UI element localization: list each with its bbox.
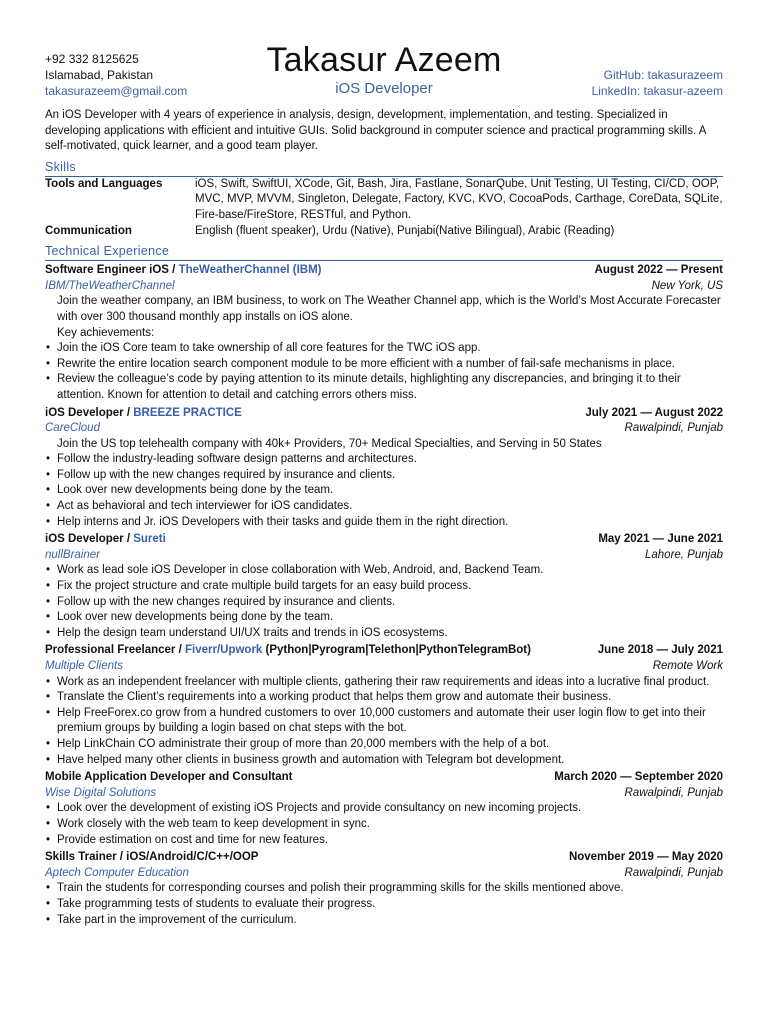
summary: An iOS Developer with 4 years of experience in analysis, design, development, implementation, and testing. Specialized in developing applications with efficient and intuitive GUIs. Solid background in computer science and practical programming skills. A self-motivated, quick learner, and a good team player. <box>45 109 706 153</box>
job-bullet: • Help the design team understand UI/UX traits and trends in iOS ecosystems. <box>45 626 723 642</box>
job-title-suffix: (Python|Pyrogram|Telethon|PythonTelegramBot) <box>262 644 531 657</box>
job-bullet: • Act as behavioral and tech interviewer for iOS candidates. <box>45 499 723 515</box>
company-link[interactable]: Fiverr/Upwork <box>185 644 263 657</box>
skills-list <box>45 177 723 239</box>
job-location: Rawalpindi, Punjab <box>624 786 723 799</box>
job-bullet: • Look over the development of existing iOS Projects and provide consultancy on new incoming projects. <box>45 801 723 817</box>
job-location: Remote Work <box>652 660 723 672</box>
job-entry <box>45 643 723 768</box>
job-organization: CareCloud <box>45 422 100 435</box>
email-link[interactable]: takasurazeem@gmail.com <box>45 84 188 98</box>
job-bullet-list <box>45 881 723 928</box>
job-bullet: • Fix the project structure and crate multiple build targets for an easy build process. <box>45 579 723 595</box>
job-header-row <box>45 643 723 659</box>
job-bullet: • Join the iOS Core team to take ownership of all core features for the TWC iOS app. <box>45 341 723 357</box>
job-bullet: • Help interns and Jr. iOS Developers with their tasks and guide them in the right direction. <box>45 515 723 531</box>
github-link[interactable]: GitHub: takasurazeem <box>603 68 723 82</box>
job-bullet: • Follow up with the new changes required by insurance and clients. <box>45 468 723 484</box>
job-location: Rawalpindi, Punjab <box>624 422 723 435</box>
candidate-role: iOS Developer <box>335 80 433 97</box>
phone-number: +92 332 8125625 <box>45 52 139 66</box>
job-organization: nullBrainer <box>45 548 100 561</box>
experience-list <box>45 263 723 928</box>
job-location: New York, US <box>651 279 723 292</box>
skill-values: English (fluent speaker), Urdu (Native), Punjabi(Native Bilingual), Arabic (Reading) <box>195 224 615 237</box>
job-title-line <box>45 770 292 786</box>
job-bullet-list <box>45 452 723 530</box>
skill-category: Tools and Languages <box>45 177 163 190</box>
job-header-row <box>45 406 723 422</box>
skill-row <box>45 177 723 224</box>
job-bullet: • Provide estimation on cost and time for new features. <box>45 833 723 849</box>
job-bullet: • Work as an independent freelancer with multiple clients, gathering their raw requirements and ideas into a lucrative final product. <box>45 675 723 691</box>
skill-row <box>45 224 723 240</box>
section-heading-skills: Skills <box>45 159 723 177</box>
job-bullet: • Follow up with the new changes required by insurance and clients. <box>45 595 723 611</box>
job-entry <box>45 850 723 928</box>
job-title: Software Engineer iOS <box>45 264 169 277</box>
job-org-row <box>45 866 723 882</box>
job-org-row <box>45 548 723 564</box>
job-bullet: • Help FreeForex.co grow from a hundred customers to over 10,000 customers and automate their user login flow to get into their premium groups by building a login based on chat steps with the bot. <box>45 706 723 737</box>
job-title-separator: / <box>123 533 134 546</box>
job-header-row <box>45 770 723 786</box>
job-bullet: • Help LinkChain CO administrate their group of more than 20,000 members with the help of a bot. <box>45 737 723 753</box>
job-organization: Wise Digital Solutions <box>45 786 157 799</box>
job-bullet: • Look over new developments being done by the team. <box>45 483 723 499</box>
job-bullet: • Take programming tests of students to evaluate their progress. <box>45 897 723 913</box>
job-bullet: • Take part in the improvement of the curriculum. <box>45 913 723 929</box>
job-location: Lahore, Punjab <box>644 548 723 561</box>
candidate-name: Takasur Azeem <box>266 41 502 79</box>
job-bullet-list <box>45 801 723 848</box>
job-entry <box>45 532 723 641</box>
job-organization: Aptech Computer Education <box>45 866 189 879</box>
job-dates: March 2020 — September 2020 <box>554 771 723 784</box>
job-bullet: • Rewrite the entire location search component module to be more efficient with a number of fail-safe mechanisms in place. <box>45 357 723 373</box>
job-entry <box>45 770 723 848</box>
job-dates: May 2021 — June 2021 <box>598 533 723 546</box>
job-title-separator: / <box>168 264 179 277</box>
job-bullet-list <box>45 675 723 769</box>
job-title-line <box>45 850 258 866</box>
linkedin-link[interactable]: LinkedIn: takasur-azeem <box>591 84 723 98</box>
job-entry <box>45 406 723 531</box>
job-title-line <box>45 643 531 659</box>
job-organization: Multiple Clients <box>45 660 123 672</box>
job-description: Join the US top telehealth company with 40k+ Providers, 70+ Medical Specialties, and Serving in 50 States <box>57 437 602 450</box>
skill-category: Communication <box>45 224 132 237</box>
job-header-row <box>45 850 723 866</box>
resume-header <box>0 0 768 102</box>
job-title-separator: / <box>123 406 134 419</box>
job-description: Key achievements: <box>57 326 155 339</box>
job-bullet: • Translate the Client’s requirements into a working product that helps them grow and automate their business. <box>45 690 723 706</box>
job-title-line <box>45 406 242 422</box>
job-dates: November 2019 — May 2020 <box>568 851 723 864</box>
company-link[interactable]: Sureti <box>133 533 166 546</box>
job-bullet: • Work as lead sole iOS Developer in close collaboration with Web, Android, and, Backend Team. <box>45 563 723 579</box>
job-dates: August 2022 — Present <box>594 264 723 277</box>
job-org-row <box>45 421 723 437</box>
job-bullet: • Have helped many other clients in business growth and automation with Telegram bot development. <box>45 753 723 769</box>
job-dates: June 2018 — July 2021 <box>597 644 723 657</box>
job-entry <box>45 263 723 403</box>
job-title: Mobile Application Developer and Consultant <box>45 771 293 784</box>
job-bullet: • Work closely with the web team to keep development in sync. <box>45 817 723 833</box>
job-title-line <box>45 532 166 548</box>
job-title-separator: / <box>175 644 185 657</box>
job-bullet-list <box>45 563 723 641</box>
location: Islamabad, Pakistan <box>45 68 154 82</box>
job-title: Professional Freelancer <box>45 644 176 657</box>
job-title: iOS Developer <box>45 533 124 546</box>
job-header-row <box>45 532 723 548</box>
job-org-row <box>45 786 723 802</box>
resume-body <box>45 108 723 928</box>
skill-values: iOS, Swift, SwiftUI, XCode, Git, Bash, Jira, Fastlane, SonarQube, Unit Testing, UI Testing, CI/CD, OOP, MVC, MVP, MVVM, Singleton, Delegate, Factory, KVC, KVO, CocoaPods, Carthage, CoreData, SQLite, Fire-base/FireStore, RESTful, and Python. <box>195 177 723 221</box>
job-bullet: • Review the colleague’s code by paying attention to its minute details, highlighting any discrepancies, and bringing it to their attention. Known for attention to detail and catching errors others miss. <box>45 372 723 403</box>
company-link[interactable]: TheWeatherChannel (IBM) <box>178 264 322 277</box>
section-heading-experience: Technical Experience <box>45 243 723 261</box>
company-link[interactable]: BREEZE PRACTICE <box>133 406 242 419</box>
job-title: Skills Trainer / iOS/Android/C/C++/OOP <box>45 851 259 864</box>
job-organization: IBM/TheWeatherChannel <box>45 279 175 292</box>
job-description: Join the weather company, an IBM business, to work on The Weather Channel app, which is the World’s Most Accurate Forecaster with over 300 thousand monthly app installs on iOS alone. <box>57 295 721 323</box>
job-title: iOS Developer <box>45 406 124 419</box>
job-header-row <box>45 263 723 279</box>
job-bullet: • Follow the industry-leading software design patterns and architectures. <box>45 452 723 468</box>
job-org-row <box>45 279 723 295</box>
job-location: Rawalpindi, Punjab <box>624 866 723 879</box>
job-dates: July 2021 — August 2022 <box>585 406 723 419</box>
job-org-row <box>45 659 723 675</box>
job-bullet: • Train the students for corresponding courses and polish their programming skills for the skills mentioned above. <box>45 881 723 897</box>
job-bullet-list <box>45 341 723 403</box>
job-title-line <box>45 263 322 279</box>
job-bullet: • Look over new developments being done by the team. <box>45 610 723 626</box>
contact-right <box>592 67 723 99</box>
